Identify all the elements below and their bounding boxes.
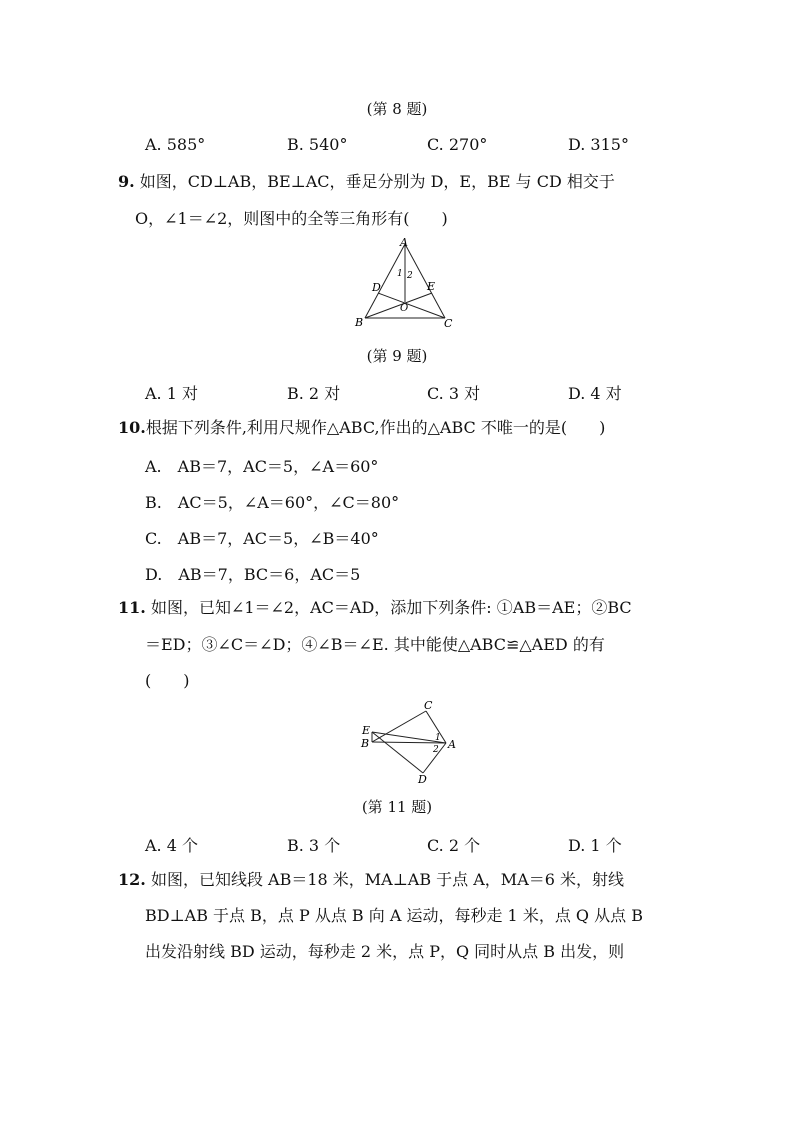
q10-stem-text: 根据下列条件,利用尺规作△ABC,作出的△ABC 不唯一的是( ) xyxy=(145,418,606,437)
figure-8-caption: (第 8 题) xyxy=(366,100,428,118)
label-angle-2: 2 xyxy=(433,745,439,755)
q12-stem-line-2: BD⊥AB 于点 B，点 P 从点 B 向 A 运动，每秒走 1 米，点 Q 从点 B xyxy=(145,906,643,925)
label-c: C xyxy=(424,700,433,712)
figure-11-diagram xyxy=(356,700,464,788)
label-c: C xyxy=(444,317,453,330)
figure-9-caption: (第 9 题) xyxy=(366,347,428,365)
q10-option-c: C. AB＝7，AC＝5，∠B＝40° xyxy=(145,529,379,548)
label-angle-2: 2 xyxy=(407,271,413,281)
q11-number: 11. xyxy=(118,598,146,617)
segment-ab xyxy=(365,244,405,318)
label-e: E xyxy=(362,724,371,737)
q9-option-c: C. 3 对 xyxy=(427,384,481,403)
q9-option-d: D. 4 对 xyxy=(568,384,622,403)
q8-option-d: D. 315° xyxy=(568,135,629,154)
q9-number: 9. xyxy=(118,172,135,191)
q12-line-1-text: 如图，已知线段 AB＝18 米，MA⊥AB 于点 A，MA＝6 米，射线 xyxy=(150,870,625,889)
q11-stem-line-3: ( ) xyxy=(145,671,190,690)
q10-option-a: A. AB＝7，AC＝5，∠A＝60° xyxy=(145,457,379,476)
figure-9-diagram xyxy=(350,236,460,332)
q11-stem-line-1 xyxy=(118,598,632,618)
q8-option-b: B. 540° xyxy=(287,135,348,154)
q11-option-d: D. 1 个 xyxy=(568,836,622,855)
q11-option-b: B. 3 个 xyxy=(287,836,341,855)
q10-option-d: D. AB＝7，BC＝6，AC＝5 xyxy=(145,565,361,584)
label-b: B xyxy=(361,737,370,750)
segment-bc xyxy=(372,711,426,742)
q8-option-c: C. 270° xyxy=(427,135,488,154)
q9-stem-line-1 xyxy=(118,172,615,192)
label-e: E xyxy=(427,280,436,293)
q9-stem-line-2: O，∠1＝∠2，则图中的全等三角形有( ) xyxy=(135,209,448,228)
q10-stem xyxy=(118,418,605,438)
q10-option-b: B. AC＝5，∠A＝60°，∠C＝80° xyxy=(145,493,400,512)
label-angle-1: 1 xyxy=(435,733,441,743)
label-a: A xyxy=(400,236,408,249)
q9-option-a: A. 1 对 xyxy=(145,384,198,403)
q8-option-a: A. 585° xyxy=(145,135,206,154)
label-o: O xyxy=(400,303,409,314)
segment-be xyxy=(365,293,432,318)
q9-option-b: B. 2 对 xyxy=(287,384,341,403)
q10-number: 10. xyxy=(118,418,146,437)
label-d: D xyxy=(372,281,381,294)
label-angle-1: 1 xyxy=(397,269,403,279)
q12-number: 12. xyxy=(118,870,146,889)
q9-line-1-text: 如图，CD⊥AB，BE⊥AC，垂足分别为 D，E，BE 与 CD 相交于 xyxy=(139,172,615,191)
q11-option-a: A. 4 个 xyxy=(145,836,198,855)
q12-stem-line-3: 出发沿射线 BD 运动，每秒走 2 米，点 P，Q 同时从点 B 出发，则 xyxy=(145,942,625,961)
q11-option-c: C. 2 个 xyxy=(427,836,481,855)
segment-ac xyxy=(405,244,445,318)
segment-cd xyxy=(378,293,445,318)
label-d: D xyxy=(418,773,427,786)
q12-stem-line-1 xyxy=(118,870,624,890)
label-b: B xyxy=(355,316,364,329)
q11-stem-line-2: ＝ED；③∠C＝∠D；④∠B＝∠E. 其中能使△ABC≌△AED 的有 xyxy=(145,635,605,654)
q11-line-1-text: 如图，已知∠1＝∠2，AC＝AD，添加下列条件: ①AB＝AE；②BC xyxy=(150,598,632,617)
label-a: A xyxy=(448,738,456,751)
figure-11-caption: (第 11 题) xyxy=(361,798,433,816)
